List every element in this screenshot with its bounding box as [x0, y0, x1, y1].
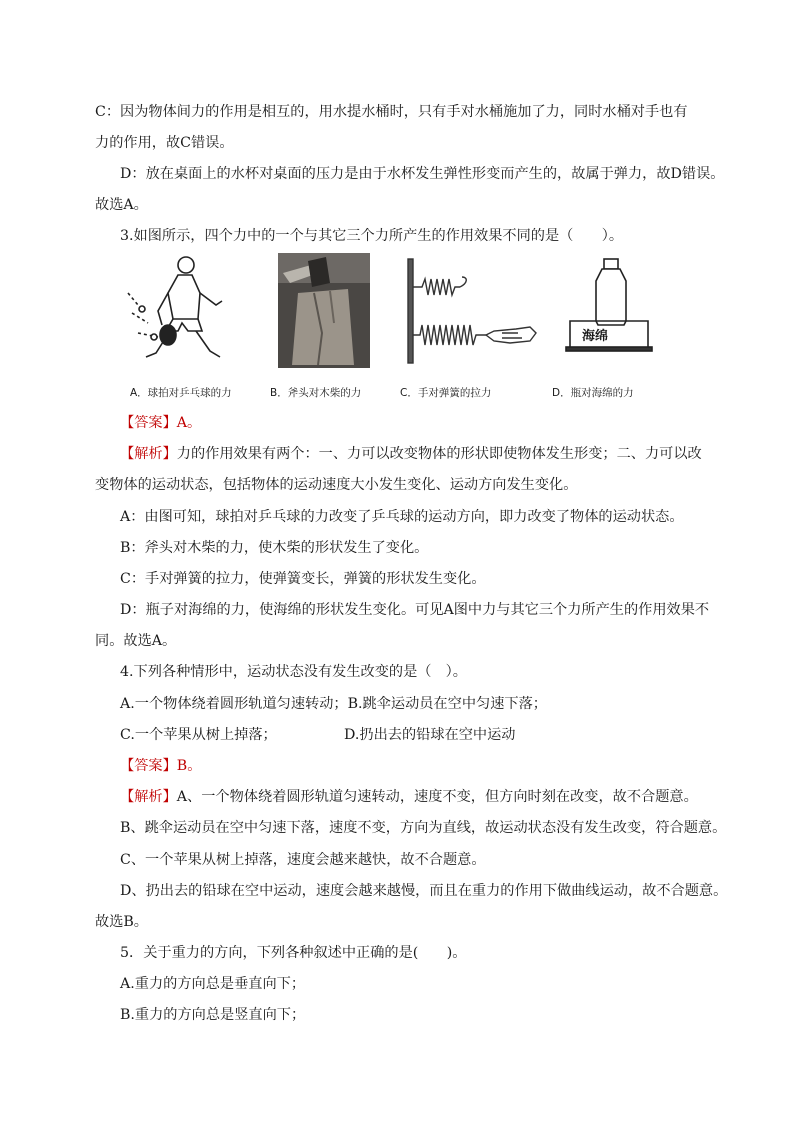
figure-b-axe-image	[278, 253, 370, 368]
question-3-figures	[118, 253, 678, 403]
answer-4	[120, 751, 705, 782]
explanation-tag: 【解析】	[120, 789, 177, 805]
answer-value: B。	[176, 758, 202, 774]
answer-tag: 【答案】	[120, 415, 177, 431]
explanation-4-a: 【解析】A、一个物体绕着圆形轨道匀速转动，速度不变，但方向时刻在改变，故不合题意。	[120, 789, 698, 805]
figure-a-player-image	[118, 253, 243, 378]
question-4-options-ab: A.一个物体绕着圆形轨道匀速转动；B.跳伞运动员在空中匀速下落；	[120, 696, 547, 712]
explanation-3-a: A：由图可知，球拍对乒乓球的力改变了乒乓球的运动方向，即力改变了物体的运动状态。	[120, 509, 684, 525]
explanation-3-line2: 变物体的运动状态，包括物体的运动速度大小发生变化、运动方向发生变化。	[95, 477, 578, 493]
explanation-4-d: D、扔出去的铅球在空中运动，速度会越来越慢，而且在重力的作用下做曲线运动，故不合题意。	[120, 883, 728, 899]
conclusion-a: 故选A。	[95, 197, 148, 213]
figure-c-caption: C．手对弹簧的拉力	[400, 387, 492, 399]
figure-a-caption: A．球拍对乒乓球的力	[130, 387, 232, 399]
explanation-3-d1: D：瓶子对海绵的力，使海绵的形状发生变化。可见A图中力与其它三个力所产生的作用效果不	[120, 602, 710, 618]
explanation-4-c: C、一个苹果从树上掉落，速度会越来越快，故不合题意。	[120, 852, 486, 868]
option-c-line2: 力的作用，故C错误。	[95, 135, 234, 151]
question-4-option-d: D.扔出去的铅球在空中运动	[344, 727, 516, 743]
explanation-3-b: B：斧头对木柴的力，使木柴的形状发生了变化。	[120, 540, 429, 556]
question-5-option-b: B.重力的方向总是竖直向下；	[120, 1007, 306, 1023]
question-5: 5．关于重力的方向，下列各种叙述中正确的是( )。	[120, 945, 467, 961]
figure-b-caption: B．斧头对木柴的力	[270, 387, 362, 399]
option-d-line: D：放在桌面上的水杯对桌面的压力是由于水杯发生弹性形变而产生的，故属于弹力，故D错误。	[120, 166, 725, 182]
explanation-4-b: B、跳伞运动员在空中匀速下落，速度不变，方向为直线，故运动状态没有发生改变，符合题意。	[120, 820, 727, 836]
explanation-3-line1: 【解析】力的作用效果有两个：一、力可以改变物体的形状即使物体发生形变；二、力可以改	[120, 446, 702, 462]
figure-d-bottle-image	[564, 253, 674, 368]
answer-tag: 【答案】	[120, 758, 177, 774]
figure-c-spring-image	[398, 253, 548, 368]
conclusion-b: 故选B。	[95, 914, 148, 930]
answer-3	[120, 408, 705, 439]
figure-d-caption: D．瓶对海绵的力	[552, 387, 634, 399]
explanation-3-c: C：手对弹簧的拉力，使弹簧变长，弹簧的形状发生变化。	[120, 571, 486, 587]
question-4-option-c: C.一个苹果从树上掉落；	[120, 727, 277, 743]
question-5-option-a: A.重力的方向总是垂直向下；	[120, 976, 306, 992]
option-c-line1: C：因为物体间力的作用是相互的，用水提水桶时，只有手对水桶施加了力，同时水桶对手也有	[95, 104, 688, 120]
explanation-3-d2: 同。故选A。	[95, 633, 177, 649]
sponge-label: 海绵	[582, 329, 609, 344]
explanation-tag: 【解析】	[120, 446, 177, 462]
answer-value: A。	[176, 415, 202, 431]
question-3: 3.如图所示，四个力中的一个与其它三个力所产生的作用效果不同的是（ ）。	[120, 228, 624, 244]
question-4: 4.下列各种情形中，运动状态没有发生改变的是（ ）。	[120, 664, 467, 680]
